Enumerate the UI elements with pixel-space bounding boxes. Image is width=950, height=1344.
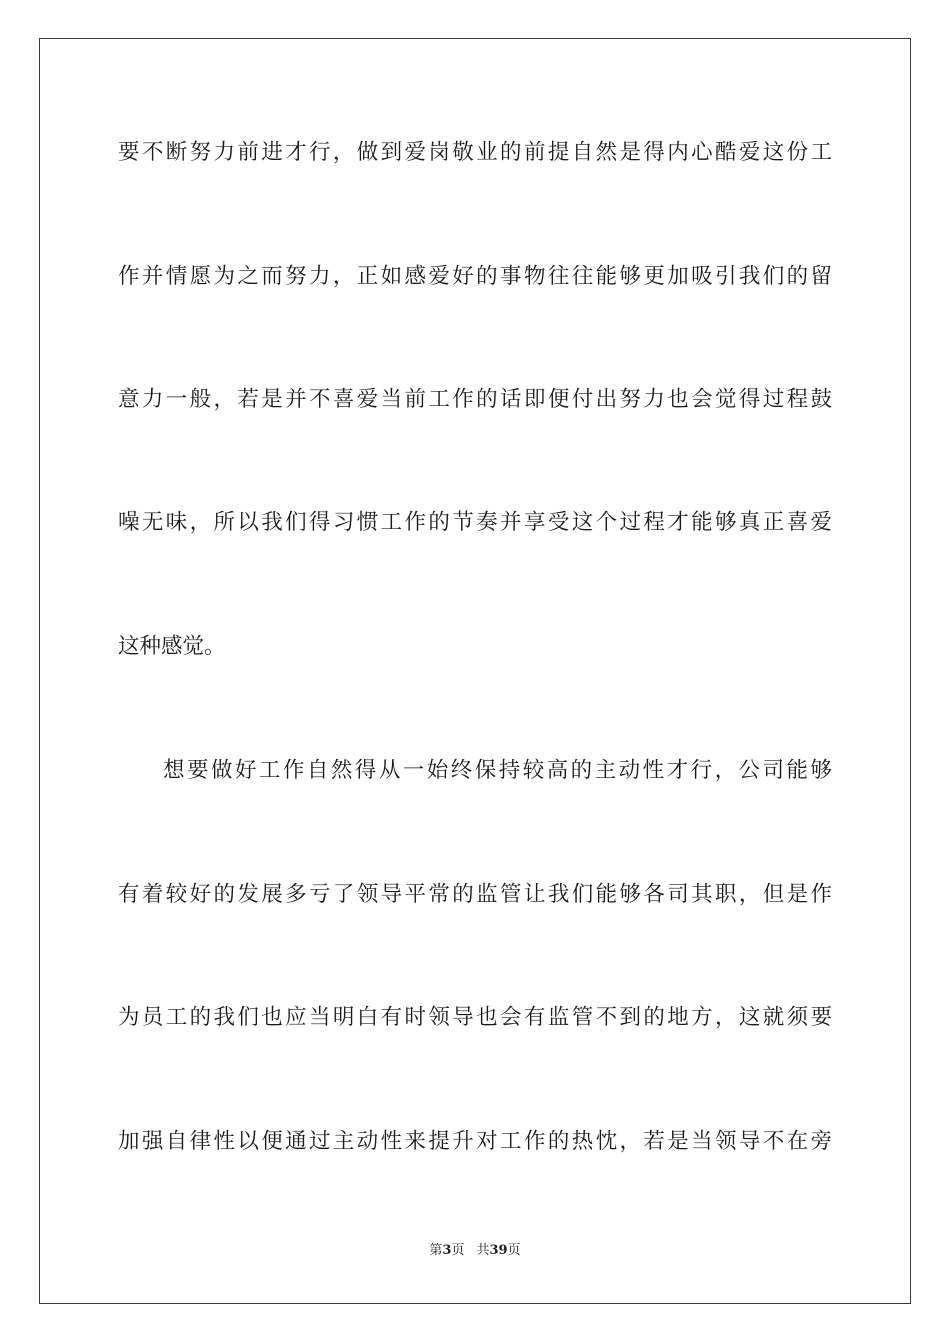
total-pages: 39 xyxy=(489,1243,508,1258)
page-prefix: 第 xyxy=(429,1243,443,1258)
paragraph-1-line-5: 这种感觉。 xyxy=(118,634,226,659)
total-suffix: 页 xyxy=(507,1243,521,1258)
total-prefix: 共 xyxy=(476,1243,490,1258)
paragraph-1-line-2: 作并情愿为之而努力，正如感爱好的事物往往能够更加吸引我们的留 xyxy=(118,264,832,289)
paragraph-2-line-2: 有着较好的发展多亏了领导平常的监管让我们能够各司其职，但是作 xyxy=(118,882,832,907)
page-number: 3 xyxy=(442,1243,452,1258)
paragraph-2-line-3: 为员工的我们也应当明白有时领导也会有监管不到的地方，这就须要 xyxy=(118,1005,832,1030)
paragraph-1-line-4: 噪无味，所以我们得习惯工作的节奏并享受这个过程才能够真正喜爱 xyxy=(118,510,832,535)
page-footer xyxy=(0,1242,950,1260)
paragraph-1-line-3: 意力一般，若是并不喜爱当前工作的话即便付出努力也会觉得过程鼓 xyxy=(118,387,832,412)
page-border xyxy=(39,38,911,1304)
page-suffix: 页 xyxy=(451,1243,465,1258)
paragraph-2-line-1: 想要做好工作自然得从一始终保持较高的主动性才行，公司能够 xyxy=(163,758,832,783)
paragraph-2-line-4: 加强自律性以便通过主动性来提升对工作的热忱，若是当领导不在旁 xyxy=(118,1129,832,1154)
paragraph-1-line-1: 要不断努力前进才行，做到爱岗敬业的前提自然是得内心酷爱这份工 xyxy=(118,140,832,165)
